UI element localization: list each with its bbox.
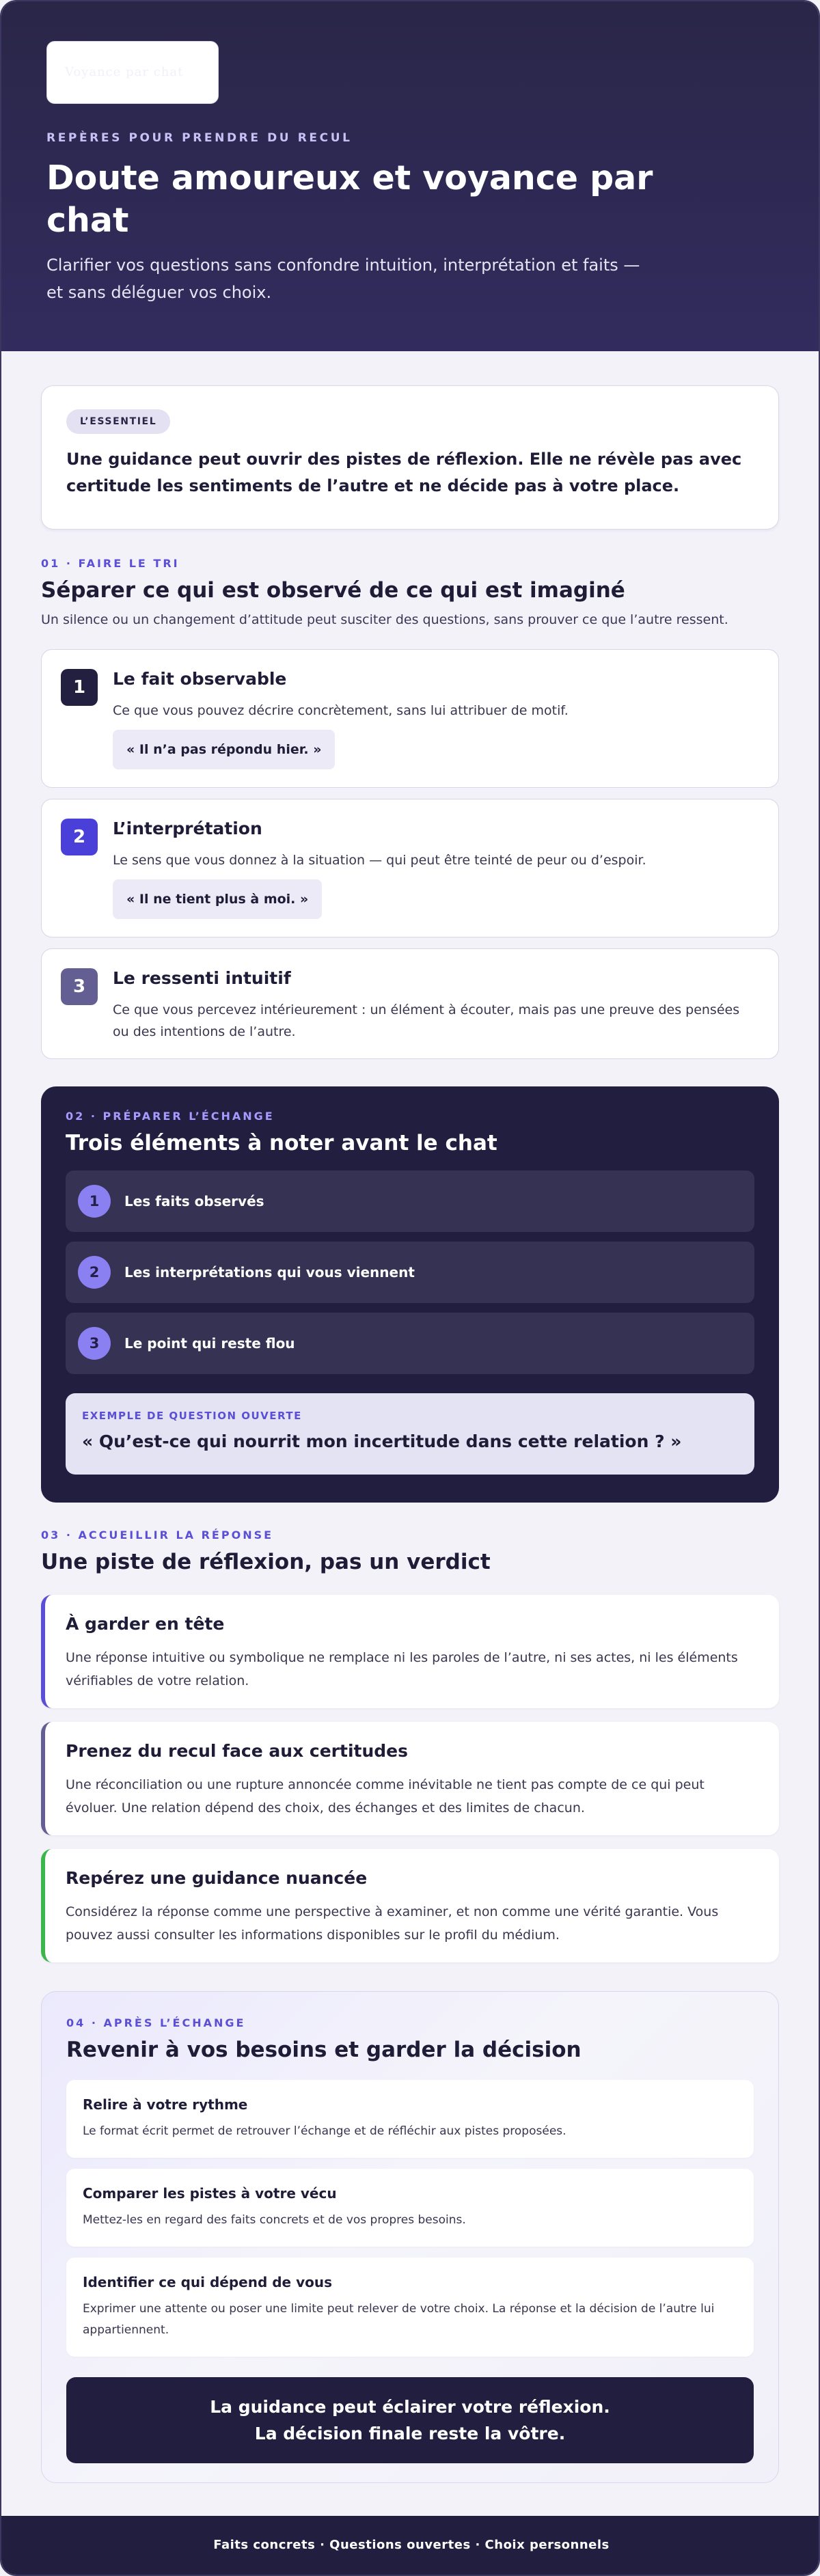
main-content bbox=[1, 385, 819, 2483]
checklist-item bbox=[66, 1170, 754, 1232]
checklist-number: 1 bbox=[78, 1185, 111, 1218]
brand-logo-text: Voyance par chat bbox=[65, 65, 184, 79]
step-description: Le sens que vous donnez à la situation — qui peut être teinté de peur ou d’espoir. bbox=[113, 853, 646, 868]
section-3-kicker: 03 · ACCUEILLIR LA RÉPONSE bbox=[41, 1529, 274, 1542]
section-1-kicker: 01 · FAIRE LE TRI bbox=[41, 557, 180, 570]
example-question-box bbox=[66, 1393, 754, 1475]
example-question-text: « Qu’est-ce qui nourrit mon incertitude dans cette relation ? » bbox=[82, 1431, 682, 1451]
step-card-ressenti bbox=[41, 948, 779, 1059]
tip-text: Une réconciliation ou une rupture annoncée comme inévitable ne tient pas compte de ce qui peut évoluer. Une relation dépend des choix, des échanges et des limites de chacun. bbox=[66, 1777, 705, 1815]
step-card-interpretation bbox=[41, 799, 779, 937]
checklist bbox=[66, 1170, 754, 1374]
after-item bbox=[66, 2258, 754, 2357]
section-1-subtitle: Un silence ou un changement d’attitude peut susciter des questions, sans prouver ce que l’autre ressent. bbox=[41, 612, 728, 627]
section-apres-echange bbox=[41, 1991, 779, 2483]
footer-text: Faits concrets · Questions ouvertes · Choix personnels bbox=[213, 2538, 610, 2552]
step-description: Ce que vous percevez intérieurement : un élément à écouter, mais pas une preuve des pensées ou des intentions de l’autre. bbox=[113, 1002, 740, 1039]
essentiel-card bbox=[41, 385, 779, 530]
tip-card bbox=[41, 1595, 779, 1708]
after-item bbox=[66, 2080, 754, 2158]
after-item-text: Exprimer une attente ou poser une limite peut relever de votre choix. La réponse et la décision de l’autre lui appartiennent. bbox=[83, 2302, 715, 2337]
after-item-title: Comparer les pistes à votre vécu bbox=[83, 2185, 337, 2202]
step-title: Le ressenti intuitif bbox=[113, 968, 291, 988]
hero-subtitle-line-1: Clarifier vos questions sans confondre intuition, interprétation et faits — bbox=[46, 256, 640, 275]
essentiel-text: Une guidance peut ouvrir des pistes de réflexion. Elle ne révèle pas avec certitude les sentiments de l’autre et ne décide pas à votre place. bbox=[66, 450, 742, 495]
step-title: Le fait observable bbox=[113, 669, 287, 689]
checklist-number: 2 bbox=[78, 1256, 111, 1289]
decision-line-2: La décision finale reste la vôtre. bbox=[254, 2424, 566, 2443]
page-footer bbox=[1, 2516, 820, 2575]
essentiel-badge: L’ESSENTIEL bbox=[66, 409, 170, 434]
brand-logo[interactable] bbox=[46, 41, 219, 104]
section-accueillir-reponse bbox=[41, 1529, 779, 1962]
tip-card bbox=[41, 1722, 779, 1835]
section-4-kicker: 04 · APRÈS L’ÉCHANGE bbox=[66, 2016, 246, 2029]
step-number: 3 bbox=[61, 968, 98, 1005]
after-item-title: Relire à votre rythme bbox=[83, 2096, 248, 2113]
step-number: 2 bbox=[61, 819, 98, 855]
page-title: Doute amoureux et voyance par chat bbox=[46, 159, 653, 240]
after-item bbox=[66, 2169, 754, 2247]
step-title: L’interprétation bbox=[113, 819, 262, 838]
after-item-text: Le format écrit permet de retrouver l’échange et de réfléchir aux pistes proposées. bbox=[83, 2124, 566, 2138]
section-1-title: Séparer ce qui est observé de ce qui est imaginé bbox=[41, 578, 625, 603]
section-2-title: Trois éléments à noter avant le chat bbox=[66, 1131, 497, 1155]
section-preparer-echange bbox=[41, 1086, 779, 1503]
hero-header bbox=[1, 1, 819, 351]
decision-line-1: La guidance peut éclairer votre réflexion. bbox=[210, 2397, 610, 2417]
checklist-label: Les interprétations qui vous viennent bbox=[124, 1264, 415, 1280]
step-description: Ce que vous pouvez décrire concrètement, sans lui attribuer de motif. bbox=[113, 703, 569, 718]
step-card-fait bbox=[41, 649, 779, 788]
section-3-title: Une piste de réflexion, pas un verdict bbox=[41, 1550, 491, 1574]
section-4-title: Revenir à vos besoins et garder la décision bbox=[66, 2038, 582, 2062]
tip-title: Prenez du recul face aux certitudes bbox=[66, 1741, 409, 1761]
section-faire-le-tri bbox=[41, 557, 779, 1059]
tip-title: Repérez une guidance nuancée bbox=[66, 1868, 368, 1888]
hero-subtitle bbox=[46, 251, 661, 306]
after-item-text: Mettez-les en regard des faits concrets et de vos propres besoins. bbox=[83, 2213, 466, 2227]
section-2-kicker: 02 · PRÉPARER L’ÉCHANGE bbox=[66, 1110, 275, 1123]
checklist-number: 3 bbox=[78, 1327, 111, 1360]
checklist-label: Les faits observés bbox=[124, 1193, 264, 1209]
hero-subtitle-line-2: et sans déléguer vos choix. bbox=[46, 283, 272, 302]
after-item-title: Identifier ce qui dépend de vous bbox=[83, 2274, 332, 2290]
hero-kicker: REPÈRES POUR PRENDRE DU RECUL bbox=[46, 131, 353, 145]
checklist-item bbox=[66, 1242, 754, 1303]
example-question-kicker: EXEMPLE DE QUESTION OUVERTE bbox=[82, 1410, 302, 1422]
step-quote: « Il ne tient plus à moi. » bbox=[113, 879, 322, 919]
checklist-item bbox=[66, 1313, 754, 1374]
step-number: 1 bbox=[61, 669, 98, 706]
tip-card bbox=[41, 1849, 779, 1962]
step-quote: « Il n’a pas répondu hier. » bbox=[113, 730, 335, 769]
tip-title: À garder en tête bbox=[66, 1614, 225, 1634]
decision-callout bbox=[66, 2377, 754, 2463]
checklist-label: Le point qui reste flou bbox=[124, 1335, 295, 1352]
tip-text: Une réponse intuitive ou symbolique ne remplace ni les paroles de l’autre, ni ses actes, ni les éléments vérifiables de votre relation. bbox=[66, 1650, 738, 1688]
tip-text: Considérez la réponse comme une perspective à examiner, et non comme une vérité garantie. Vous pouvez aussi consulter les informations disponibles sur le profil du médium. bbox=[66, 1904, 719, 1943]
